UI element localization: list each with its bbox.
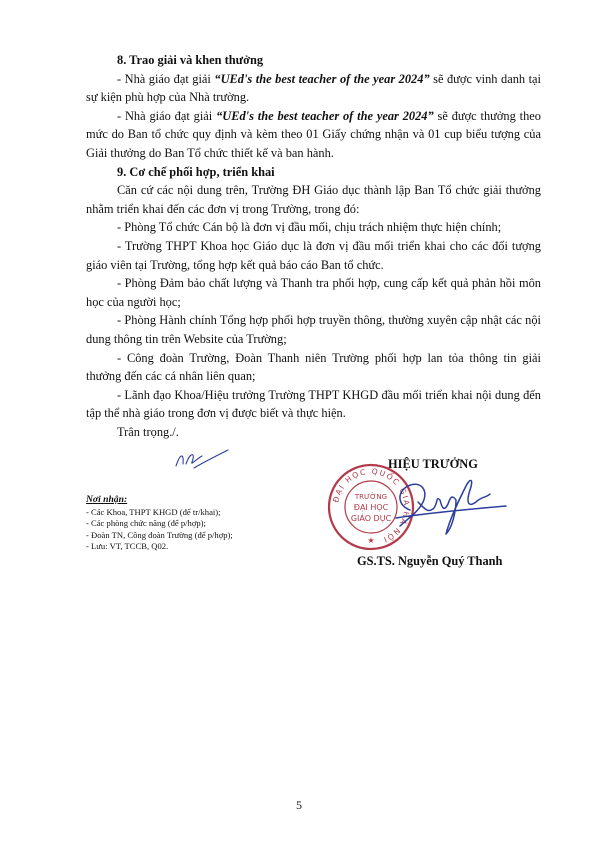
seal-line-2: ĐẠI HỌC — [353, 503, 389, 512]
section-9-item: - Lãnh đạo Khoa/Hiệu trưởng Trường THPT KHGD đầu mối triển khai nội dung đến tập thể nhà giáo trong đơn vị được biết và thực hiện. — [86, 387, 541, 421]
section-9-item: - Công đoàn Trường, Đoàn Thanh niên Trường phối hợp lan tỏa thông tin giải thưởng đến các cá nhân liên quan; — [86, 350, 541, 384]
section-9-item: - Phòng Hành chính Tổng hợp phối hợp truyền thông, thường xuyên cập nhật các nội dung thông tin trên Website của Trường; — [86, 313, 541, 346]
initial-mark-icon — [172, 446, 232, 472]
closing-line: Trân trọng./. — [117, 424, 179, 439]
section-9-item: - Trường THPT Khoa học Giáo dục là đơn vị đầu mối triển khai cho các đối tượng giáo viên tại Trường, tổng hợp kết quả báo cáo Ban tổ chức. — [86, 238, 541, 272]
recipients-label: Nơi nhận: — [86, 494, 128, 505]
section-9-item: - Phòng Đảm bảo chất lượng và Thanh tra phối hợp, cung cấp kết quả phản hồi môn học của người học; — [86, 276, 541, 309]
award-name: “UEd's the best teacher of the year 2024” — [216, 108, 434, 123]
seal-line-3: GIÁO DỤC — [350, 514, 392, 523]
recipient-item: - Đoàn TN, Công đoàn Trường (để p/hợp); — [86, 529, 233, 540]
section-8-paragraph-1: - Nhà giáo đạt giải “UEd's the best teacher of the year 2024” sẽ được vinh danh tại sự kiện phù hợp của Nhà trường. — [86, 71, 541, 105]
section-9-intro: Căn cứ các nội dung trên, Trường ĐH Giáo dục thành lập Ban Tổ chức giải thưởng nhằm triển khai đến các đơn vị trong Trường, trong đó: — [86, 183, 541, 216]
award-name: “UEd's the best teacher of the year 2024” — [214, 71, 430, 86]
recipients-block — [86, 494, 233, 553]
recipient-item: - Các phòng chức năng (để p/hợp); — [86, 518, 206, 529]
signer-name: GS.TS. Nguyễn Quý Thanh — [357, 554, 503, 568]
recipient-item: - Các Khoa, THPT KHGD (để tr/khai); — [86, 506, 221, 517]
section-9-heading: 9. Cơ chế phối hợp, triển khai — [117, 164, 275, 179]
seal-star-icon: ★ — [367, 536, 375, 545]
seal-line-1: TRƯỜNG — [354, 493, 388, 501]
section-8-heading: 8. Trao giải và khen thưởng — [117, 53, 264, 67]
section-9-item: - Phòng Tổ chức Cán bộ là đơn vị đầu mối, chịu trách nhiệm thực hiện chính; — [117, 220, 502, 235]
recipient-item: - Lưu: VT, TCCB, Q02. — [86, 541, 169, 552]
seal-ring-text: ĐẠI HỌC QUỐC GIA HÀ NỘI — [331, 466, 412, 545]
handwritten-signature — [390, 468, 510, 540]
page-number: 5 — [296, 798, 302, 812]
section-8-paragraph-2: - Nhà giáo đạt giải “UEd's the best teacher of the year 2024” sẽ được thưởng theo mức do Ban tổ chức quy định và kèm theo 01 Giấy chứng nhận và 01 cup biểu tượng của Giải thưởng do Ban Tổ chức thiết kế và ban hành. — [86, 108, 541, 160]
signer-title: HIỆU TRƯỞNG — [388, 457, 478, 471]
document-body — [86, 51, 541, 441]
